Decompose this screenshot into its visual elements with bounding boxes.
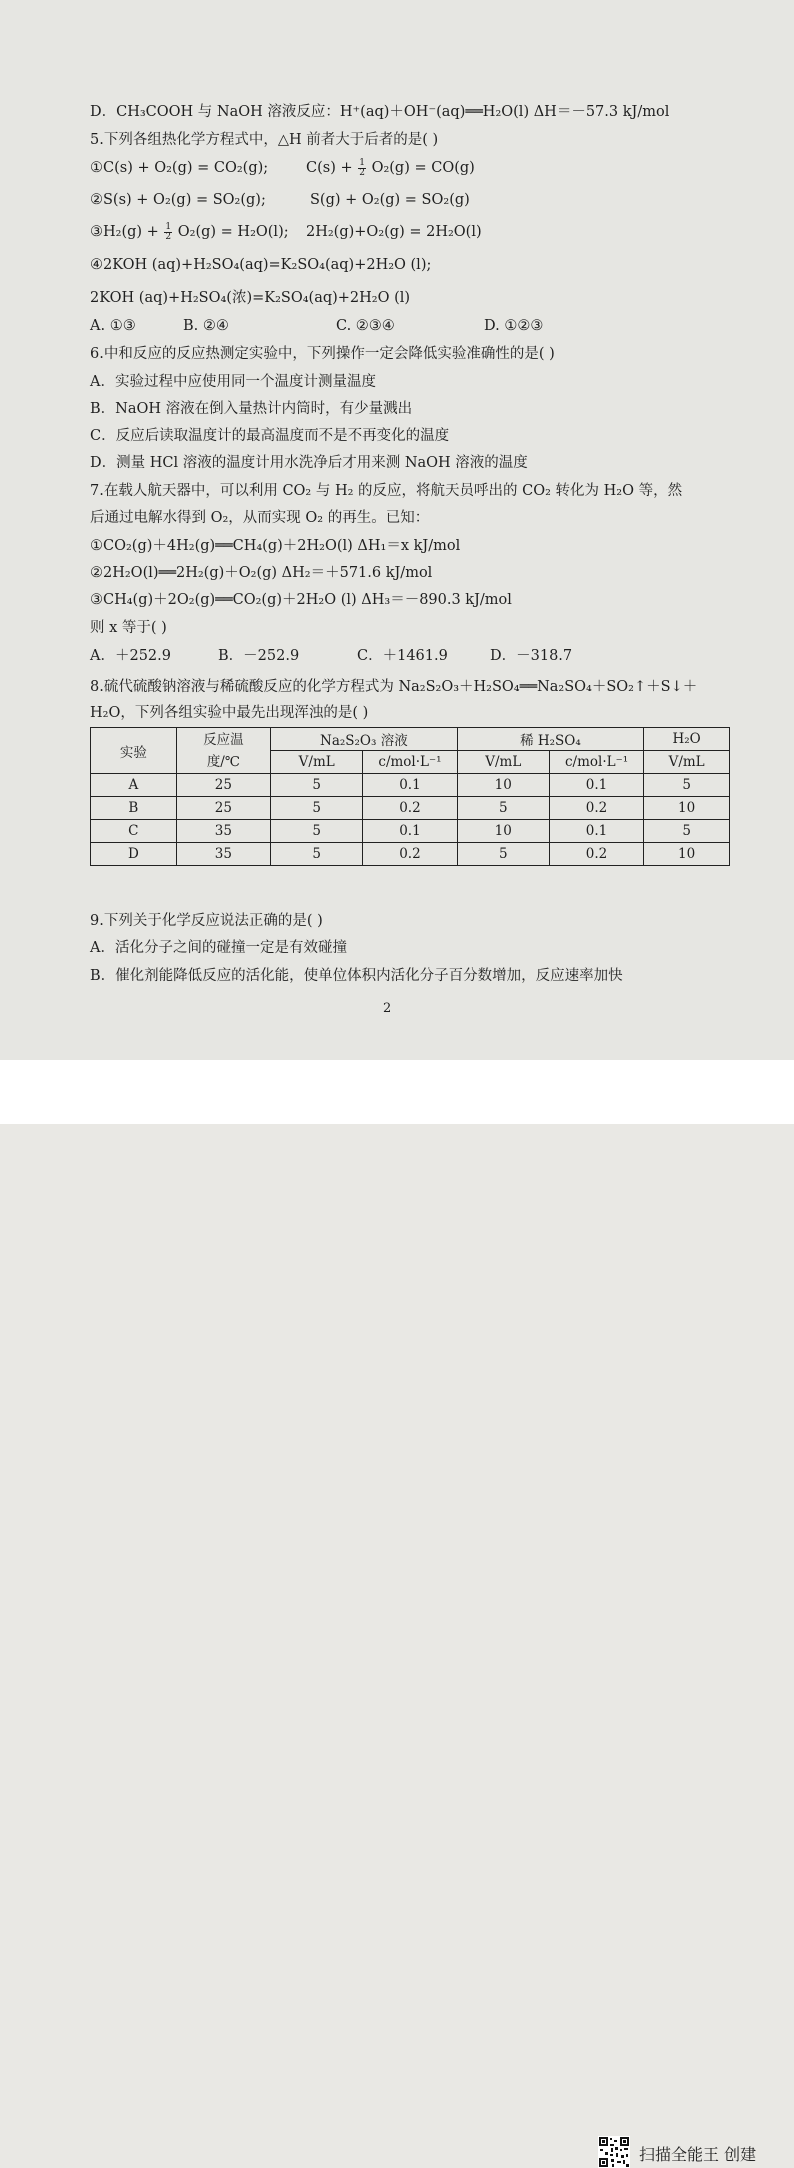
q7-equation-1: ①CO₂(g)＋4H₂(g)══CH₄(g)＋2H₂O(l) ΔH₁＝x kJ/mol	[90, 538, 461, 554]
table-cell: 0.1	[363, 774, 457, 797]
q7-question: 则 x 等于( )	[90, 620, 167, 636]
q5-option-a: A. ①③	[90, 318, 136, 334]
question-9-stem: 9.下列关于化学反应说法正确的是( )	[90, 913, 323, 929]
header-volume: V/mL	[271, 751, 363, 774]
question-7-stem-2: 后通过电解水得到 O₂，从而实现 O₂ 的再生。已知：	[90, 510, 430, 526]
table-cell: 35	[176, 820, 270, 843]
q5-pair4-right: 2KOH (aq)+H₂SO₄(浓)=K₂SO₄(aq)+2H₂O (l)	[90, 290, 411, 306]
table-cell: 25	[176, 774, 270, 797]
q7-option-c: C．＋1461.9	[357, 648, 448, 664]
table-cell: 10	[644, 843, 730, 866]
question-5-stem: 5.下列各组热化学方程式中，△H 前者大于后者的是( )	[90, 132, 439, 148]
q5-pair2-left: ②S(s) + O₂(g) = SO₂(g);	[90, 192, 266, 208]
q7-option-a: A．＋252.9	[90, 648, 171, 664]
table-cell: 5	[271, 774, 363, 797]
table-cell: 5	[457, 797, 549, 820]
q6-option-d: D．测量 HCl 溶液的温度计用水洗净后才用来测 NaOH 溶液的温度	[90, 455, 528, 471]
table-cell: 0.1	[549, 774, 643, 797]
table-cell: C	[91, 820, 177, 843]
q6-option-c: C．反应后读取温度计的最高温度而不是不再变化的温度	[90, 428, 450, 444]
question-8-stem-1: 8.硫代硫酸钠溶液与稀硫酸反应的化学方程式为 Na₂S₂O₃＋H₂SO₄══Na₂SO₄＋SO₂↑＋S↓＋	[90, 679, 698, 695]
question-8-stem-2: H₂O，下列各组实验中最先出现浑浊的是( )	[90, 705, 369, 721]
table-cell: 10	[644, 797, 730, 820]
header-temperature: 反应温 度/℃	[176, 728, 270, 774]
table-cell: 35	[176, 843, 270, 866]
q7-option-b: B．－252.9	[218, 648, 300, 664]
document-page	[0, 0, 794, 1060]
q5-option-b: B. ②④	[183, 318, 229, 334]
table-cell: 5	[271, 843, 363, 866]
header-h2o: H₂O	[644, 728, 730, 751]
table-cell: 5	[644, 820, 730, 843]
table-cell: 5	[271, 797, 363, 820]
table-cell: 0.2	[549, 843, 643, 866]
fraction-half: $\frac{1}{2}$	[359, 157, 365, 178]
header-experiment: 实验	[91, 728, 177, 774]
q5-pair4-left: ④2KOH (aq)+H₂SO₄(aq)=K₂SO₄(aq)+2H₂O (l);	[90, 257, 432, 273]
header-volume: V/mL	[644, 751, 730, 774]
q7-equation-3: ③CH₄(g)＋2O₂(g)══CO₂(g)＋2H₂O (l) ΔH₃＝－890.3 kJ/mol	[90, 592, 512, 608]
page-number: 2	[383, 1001, 392, 1016]
question-6-stem: 6.中和反应的反应热测定实验中，下列操作一定会降低实验准确性的是( )	[90, 346, 555, 362]
q6-option-a: A．实验过程中应使用同一个温度计测量温度	[90, 374, 376, 390]
fraction-half: $\frac{1}{2}$	[165, 221, 172, 242]
scanner-footer	[0, 1060, 794, 2164]
experiment-table	[90, 727, 730, 866]
scanner-brand-text: 扫描全能王 创建	[639, 2145, 757, 2164]
q6-option-b: B．NaOH 溶液在倒入量热计内筒时，有少量溅出	[90, 401, 413, 417]
table-cell: 25	[176, 797, 270, 820]
header-na2s2o3: Na₂S₂O₃ 溶液	[271, 728, 458, 751]
q9-option-b: B．催化剂能降低反应的活化能，使单位体积内活化分子百分数增加，反应速率加快	[90, 968, 623, 984]
header-concentration: c/mol·L⁻¹	[363, 751, 457, 774]
header-volume: V/mL	[457, 751, 549, 774]
table-cell: 0.2	[363, 843, 457, 866]
q5-pair1-left: ①C(s) + O₂(g) = CO₂(g);	[90, 160, 269, 176]
header-h2so4: 稀 H₂SO₄	[457, 728, 644, 751]
table-cell: 10	[457, 774, 549, 797]
header-concentration: c/mol·L⁻¹	[549, 751, 643, 774]
table-cell: 5	[644, 774, 730, 797]
table-cell: 0.1	[549, 820, 643, 843]
table-cell: 0.2	[549, 797, 643, 820]
qr-code-icon	[598, 2136, 630, 2168]
q7-equation-2: ②2H₂O(l)══2H₂(g)＋O₂(g) ΔH₂＝＋571.6 kJ/mol	[90, 565, 433, 581]
q9-option-a: A．活化分子之间的碰撞一定是有效碰撞	[90, 940, 347, 956]
table-cell: B	[91, 797, 177, 820]
q5-pair3-right: 2H₂(g)+O₂(g) = 2H₂O(l)	[306, 224, 482, 240]
table-row	[91, 820, 730, 843]
q5-pair3-left: ③H₂(g) + $\frac{1}{2}$ O₂(g) = H₂O(l);	[90, 221, 289, 242]
q5-pair1-right: C(s) + $\frac{1}{2}$ O₂(g) = CO(g)	[306, 157, 475, 178]
table-cell: 5	[457, 843, 549, 866]
table-cell: 5	[271, 820, 363, 843]
table-row	[91, 774, 730, 797]
question-7-stem-1: 7.在载人航天器中，可以利用 CO₂ 与 H₂ 的反应，将航天员呼出的 CO₂ 转化为 H₂O 等，然	[90, 483, 683, 499]
q5-option-d: D. ①②③	[484, 318, 544, 334]
q5-pair2-right: S(g) + O₂(g) = SO₂(g)	[310, 192, 470, 208]
q5-option-c: C. ②③④	[336, 318, 395, 334]
table-cell: 10	[457, 820, 549, 843]
q7-option-d: D．－318.7	[490, 648, 573, 664]
table-cell: D	[91, 843, 177, 866]
table-cell: 0.1	[363, 820, 457, 843]
table-cell: A	[91, 774, 177, 797]
table-row	[91, 843, 730, 866]
option-d-previous: D．CH₃COOH 与 NaOH 溶液反应：H⁺(aq)＋OH⁻(aq)══H₂O(l) ΔH＝－57.3 kJ/mol	[90, 104, 670, 120]
table-row	[91, 797, 730, 820]
table-cell: 0.2	[363, 797, 457, 820]
